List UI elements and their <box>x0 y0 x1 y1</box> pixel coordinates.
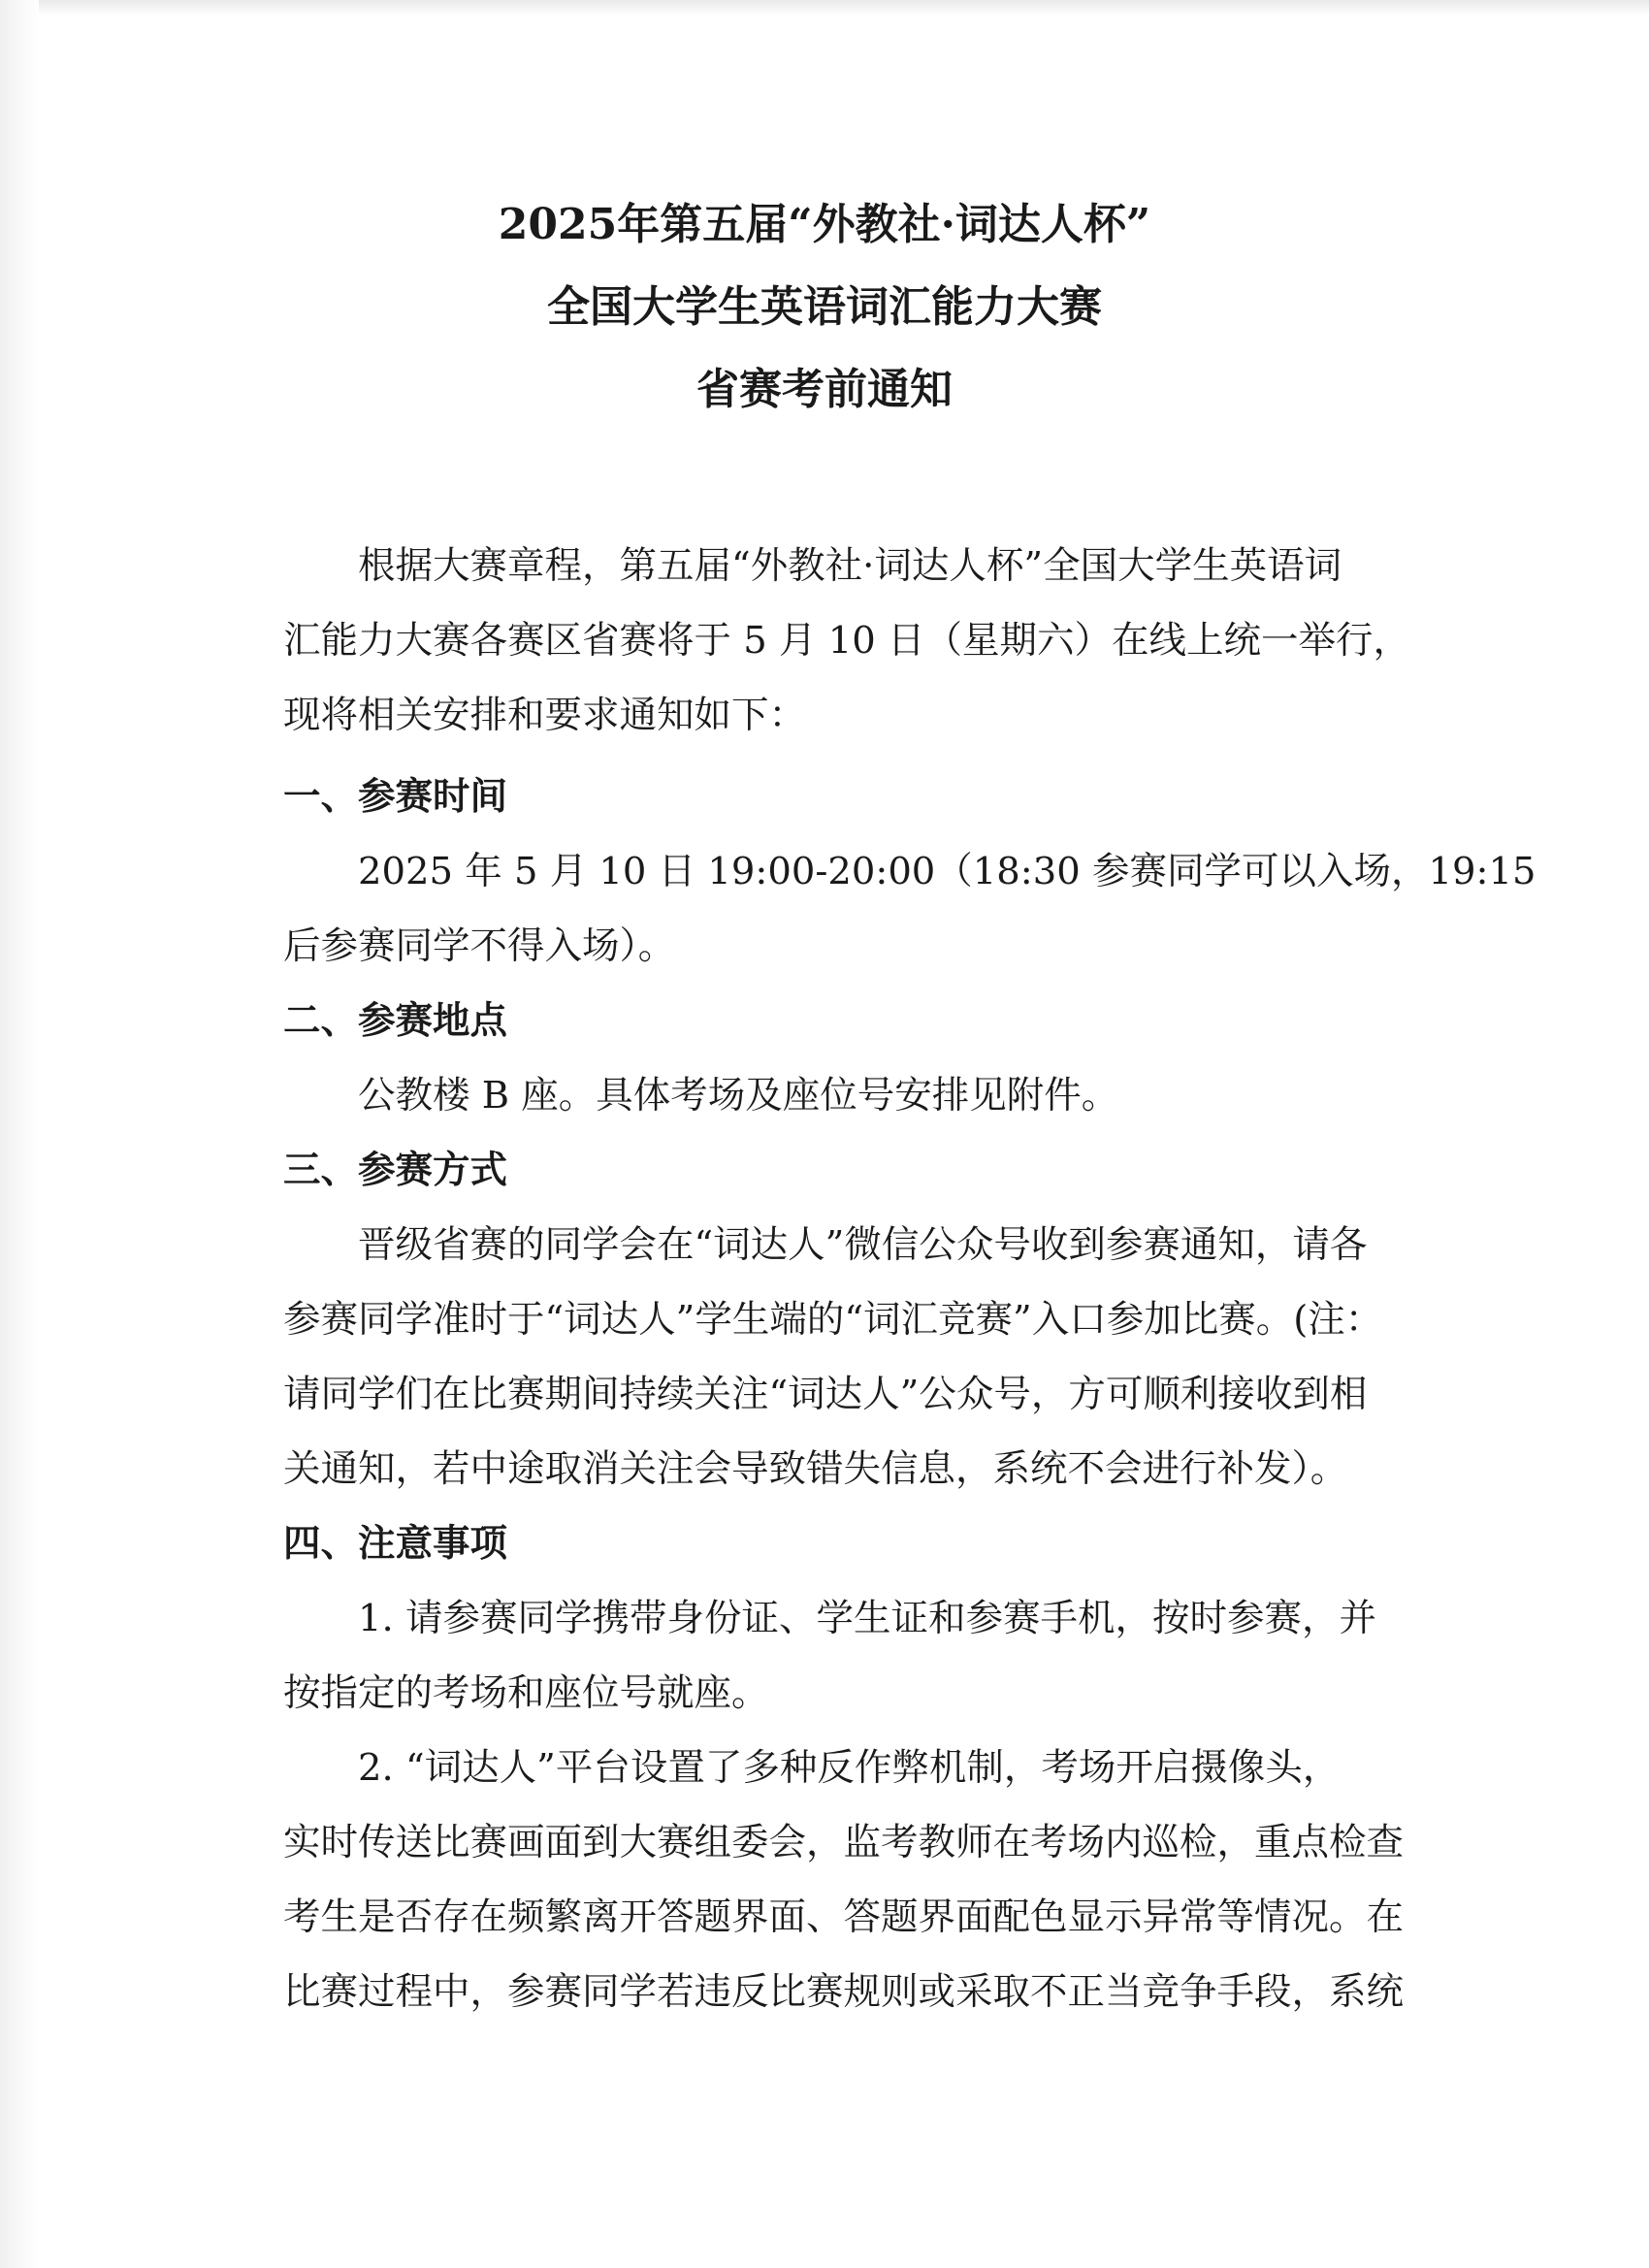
paragraph-line: 2. “词达人”平台设置了多种反作弊机制，考场开启摄像头， <box>358 1746 1341 1790</box>
paragraph-line: 关通知，若中途取消关注会导致错失信息，系统不会进行补发）。 <box>283 1447 1348 1491</box>
section-heading-location: 二、参赛地点 <box>283 999 508 1043</box>
paragraph-line: 比赛过程中，参赛同学若违反比赛规则或采取不正当竞争手段，系统 <box>283 1970 1405 2014</box>
paragraph-line: 汇能力大赛各赛区省赛将于 5 月 10 日（星期六）在线上统一举行， <box>283 619 1410 663</box>
section-time-paragraph <box>283 834 1536 984</box>
paragraph-line: 考生是否存在频繁离开答题界面、答题界面配色显示异常等情况。在 <box>283 1895 1405 1939</box>
section-heading-method: 三、参赛方式 <box>283 1149 508 1192</box>
section-location-paragraph <box>283 1058 1418 1133</box>
notes-item-2 <box>283 1731 1418 2029</box>
paragraph-line: 参赛同学准时于“词达人”学生端的“词汇竞赛”入口参加比赛。(注： <box>283 1298 1383 1342</box>
section-heading-notes: 四、注意事项 <box>283 1522 508 1566</box>
section-heading-time: 一、参赛时间 <box>283 775 508 819</box>
notes-item-1 <box>283 1581 1418 1731</box>
paragraph-line: 根据大赛章程，第五届“外教社·词达人杯”全国大学生英语词 <box>358 544 1342 588</box>
title-line-2: 全国大学生英语词汇能力大赛 <box>547 282 1102 332</box>
paragraph-line: 2025 年 5 月 10 日 19:00-20:00（18:30 参赛同学可以入场，19:15 <box>358 850 1536 893</box>
intro-paragraph <box>283 529 1418 753</box>
document-title <box>0 200 1649 451</box>
paragraph-line: 1. 请参赛同学携带身份证、学生证和参赛手机，按时参赛，并 <box>358 1597 1376 1640</box>
paragraph-line: 按指定的考场和座位号就座。 <box>283 1671 769 1715</box>
title-line-1: 2025年第五届“外教社·词达人杯” <box>498 200 1151 249</box>
title-line-3: 省赛考前通知 <box>696 365 953 414</box>
document-body <box>283 529 1536 2029</box>
paragraph-line: 请同学们在比赛期间持续关注“词达人”公众号，方可顺利接收到相 <box>283 1373 1368 1416</box>
paragraph-line: 现将相关安排和要求通知如下： <box>283 694 807 737</box>
paragraph-line: 后参赛同学不得入场）。 <box>283 924 676 968</box>
paragraph-line: 晋级省赛的同学会在“词达人”微信公众号收到参赛通知，请各 <box>358 1223 1368 1267</box>
paragraph-line: 实时传送比赛画面到大赛组委会，监考教师在考场内巡检，重点检查 <box>283 1821 1405 1864</box>
section-method-paragraph <box>283 1208 1418 1507</box>
paragraph-line: 公教楼 B 座。具体考场及座位号安排见附件。 <box>358 1074 1119 1118</box>
